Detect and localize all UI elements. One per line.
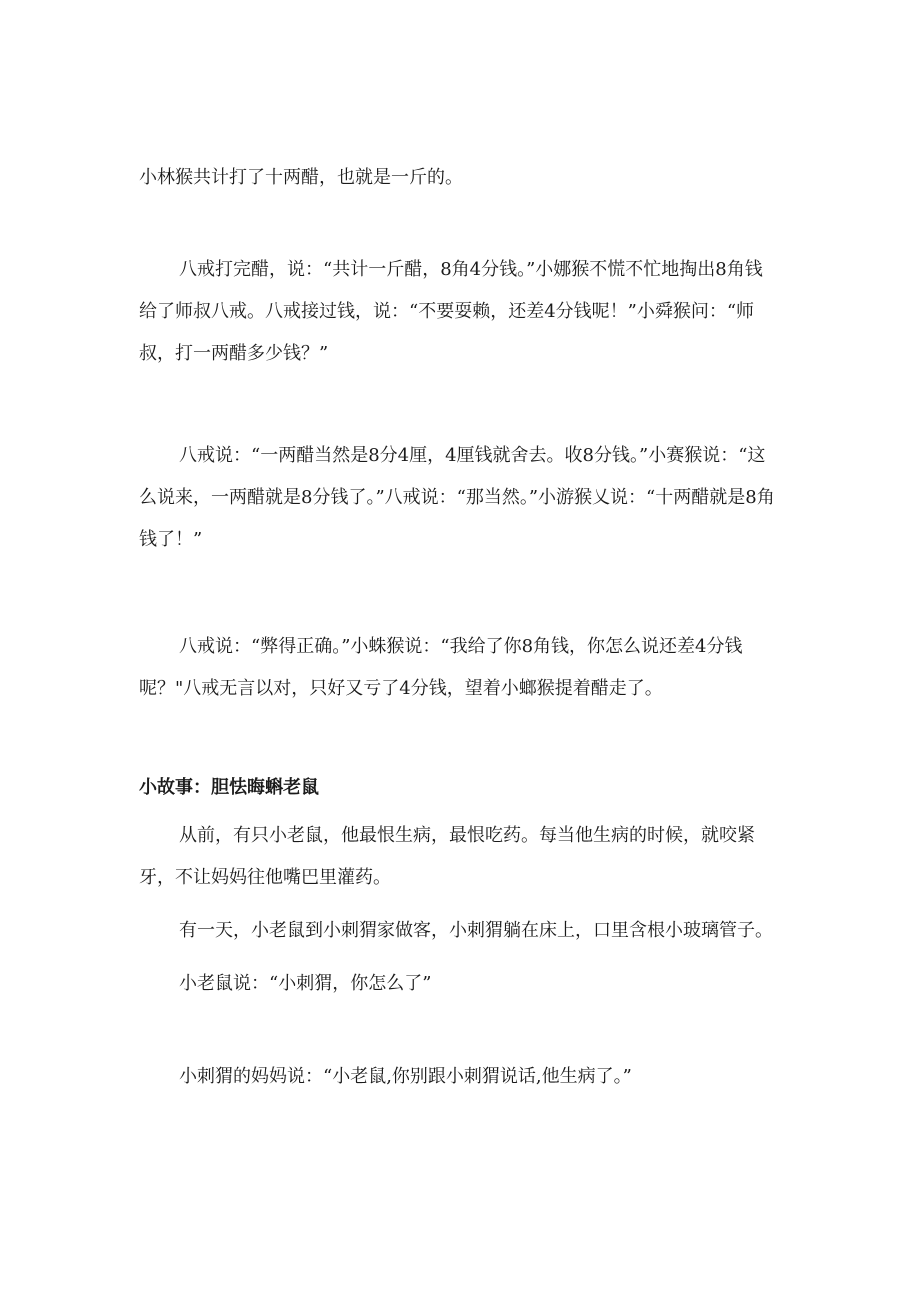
story-paragraph-1: 从前，有只小老鼠，他最恨生病，最恨吃药。每当他生病的时候，就咬紧牙，不让妈妈往他嘴巴里灌药。 bbox=[139, 825, 755, 888]
story-title: 小故事：胆怯晦蝌老鼠 bbox=[139, 777, 319, 798]
paragraph-4: 八戒说：“弊得正确。”小蛛猴说：“我给了你8角钱，你怎么说还差4分钱呢？"八戒无言以对，只好又亏了4分钱，望着小螂猴提着醋走了。 bbox=[139, 636, 743, 699]
story-paragraph-4: 小刺猬的妈妈说：“小老鼠,你别跟小刺猬说话,他生病了。” bbox=[179, 1066, 632, 1087]
story-paragraph-2: 有一天，小老鼠到小刺猬家做客，小刺猬躺在床上，口里含根小玻璃管子。 bbox=[179, 920, 773, 941]
paragraph-3: 八戒说：“一两醋当然是8分4厘，4厘钱就舍去。收8分钱。”小赛猴说：“这么说来，一两醋就是8分钱了。”八戒说：“那当然。”小游猴乂说：“十两醋就是8角钱了！” bbox=[139, 445, 775, 550]
paragraph-2: 八戒打完醋，说：“共计一斤醋，8角4分钱。”小娜猴不慌不忙地掏出8角钱给了师叔八戒。八戒接过钱，说：“不要耍赖，还差4分钱呢！”小舜猴问：“师叔，打一两醋多少钱？” bbox=[139, 259, 763, 364]
paragraph-1: 小林猴共计打了十两醋，也就是一斤的。 bbox=[139, 167, 463, 188]
story-paragraph-3: 小老鼠说：“小刺猬，你怎么了” bbox=[179, 973, 432, 994]
